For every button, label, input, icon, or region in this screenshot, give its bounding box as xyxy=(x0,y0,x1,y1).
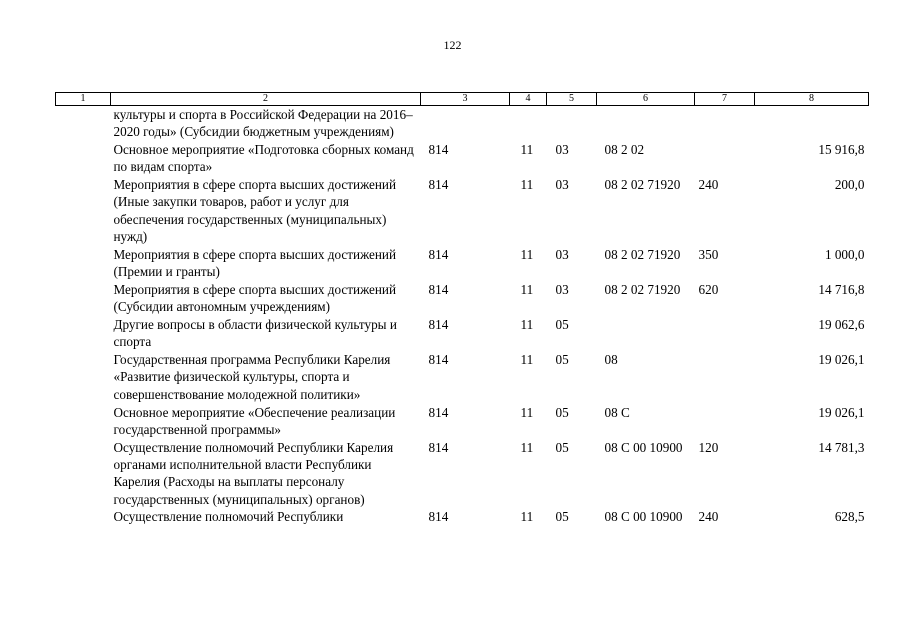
row-expense-type: 120 xyxy=(698,439,719,455)
row-sum: 19 062,6 xyxy=(818,317,865,333)
row-podrazdel: 05 xyxy=(555,352,569,368)
row-name: Осуществление полномочий Республики Карелия органами исполнительной власти Республики Карелия (Расходы на выплаты персоналу государственных (муниципальных) органов) xyxy=(113,439,394,507)
row-expense-type: 240 xyxy=(698,177,719,193)
budget-table xyxy=(55,92,869,526)
row-index-cell xyxy=(56,439,111,509)
row-podrazdel xyxy=(547,106,597,142)
row-razdel: 11 xyxy=(520,509,534,525)
row-razdel: 11 xyxy=(520,246,534,262)
row-razdel: 11 xyxy=(520,439,534,455)
row-podrazdel: 05 xyxy=(555,439,569,455)
row-podrazdel: 03 xyxy=(555,246,569,262)
row-name: культуры и спорта в Российской Федерации на 2016–2020 годы» (Субсидии бюджетным учреждениям) xyxy=(113,107,413,140)
row-code: 814 xyxy=(428,352,449,368)
row-razdel xyxy=(510,106,547,142)
row-name: Мероприятия в сфере спорта высших достижений (Субсидии автономным учреждениям) xyxy=(113,281,397,315)
row-index-cell xyxy=(56,351,111,403)
row-expense-type xyxy=(695,106,755,142)
row-expense-type: 350 xyxy=(698,246,719,262)
row-razdel: 11 xyxy=(520,142,534,158)
row-podrazdel: 03 xyxy=(555,281,569,297)
row-expense-type xyxy=(695,351,755,403)
row-sum: 19 026,1 xyxy=(818,404,865,420)
row-code: 814 xyxy=(428,317,449,333)
row-sum xyxy=(755,106,869,142)
row-podrazdel: 03 xyxy=(555,142,569,158)
row-target-article: 08 С 00 10900 xyxy=(604,439,683,455)
row-name: Осуществление полномочий Республики xyxy=(113,509,344,525)
row-name: Основное мероприятие «Обеспечение реализации государственной программы» xyxy=(113,404,396,437)
row-expense-type xyxy=(695,316,755,351)
row-podrazdel: 03 xyxy=(555,177,569,193)
row-index-cell xyxy=(56,404,111,439)
row-index-cell xyxy=(56,281,111,316)
row-expense-type: 240 xyxy=(698,509,719,525)
row-target-article xyxy=(597,106,695,142)
row-razdel: 11 xyxy=(520,404,534,420)
table-row xyxy=(56,508,869,526)
row-name: Другие вопросы в области физической культуры и спорта xyxy=(113,317,397,350)
header-col-2: 2 xyxy=(111,93,421,106)
table-row xyxy=(56,141,869,176)
table-row xyxy=(56,404,869,439)
row-razdel: 11 xyxy=(520,281,534,297)
row-sum: 1 000,0 xyxy=(824,246,865,262)
header-col-5: 5 xyxy=(547,93,597,106)
row-code: 814 xyxy=(428,404,449,420)
row-sum: 14 716,8 xyxy=(818,281,865,297)
table-row xyxy=(56,439,869,509)
row-index-cell xyxy=(56,316,111,351)
row-razdel: 11 xyxy=(520,177,534,193)
table-row xyxy=(56,246,869,281)
row-name: Основное мероприятие «Подготовка сборных команд по видам спорта» xyxy=(113,142,414,175)
row-podrazdel: 05 xyxy=(555,509,569,525)
row-target-article xyxy=(597,316,695,351)
table-row xyxy=(56,176,869,246)
row-code: 814 xyxy=(428,246,449,262)
row-sum: 15 916,8 xyxy=(818,142,865,158)
row-code: 814 xyxy=(428,281,449,297)
row-code: 814 xyxy=(428,509,449,525)
row-podrazdel: 05 xyxy=(555,317,569,333)
header-col-4: 4 xyxy=(510,93,547,106)
row-razdel: 11 xyxy=(520,352,534,368)
row-target-article: 08 2 02 71920 xyxy=(604,281,681,297)
table-header-row xyxy=(56,93,869,106)
table-row xyxy=(56,316,869,351)
header-col-6: 6 xyxy=(597,93,695,106)
row-target-article: 08 2 02 71920 xyxy=(604,177,681,193)
row-index-cell xyxy=(56,141,111,176)
row-name: Государственная программа Республики Карелия «Развитие физической культуры, спорта и совершенствование молодежной политики» xyxy=(113,352,391,402)
row-sum: 200,0 xyxy=(834,177,865,193)
row-index-cell xyxy=(56,508,111,526)
header-col-3: 3 xyxy=(421,93,510,106)
page-number: 122 xyxy=(443,38,462,52)
row-code: 814 xyxy=(428,177,449,193)
row-sum: 628,5 xyxy=(834,509,865,525)
row-target-article: 08 С 00 10900 xyxy=(604,509,683,525)
header-col-1: 1 xyxy=(56,93,111,106)
row-target-article: 08 2 02 xyxy=(604,142,645,158)
row-expense-type: 620 xyxy=(698,281,719,297)
row-index-cell xyxy=(56,246,111,281)
row-index-cell xyxy=(56,106,111,142)
row-expense-type xyxy=(695,141,755,176)
row-podrazdel: 05 xyxy=(555,404,569,420)
row-code xyxy=(421,106,510,142)
row-razdel: 11 xyxy=(520,317,534,333)
table-row xyxy=(56,281,869,316)
row-target-article: 08 С xyxy=(604,404,630,420)
row-target-article: 08 xyxy=(604,352,618,368)
row-sum: 14 781,3 xyxy=(818,439,865,455)
row-name: Мероприятия в сфере спорта высших достижений (Иные закупки товаров, работ и услуг для обеспечения государственных (муниципальных) нужд) xyxy=(113,177,397,245)
row-expense-type xyxy=(695,404,755,439)
row-index-cell xyxy=(56,176,111,246)
row-target-article: 08 2 02 71920 xyxy=(604,246,681,262)
table-row xyxy=(56,106,869,142)
row-code: 814 xyxy=(428,439,449,455)
row-name: Мероприятия в сфере спорта высших достижений (Премии и гранты) xyxy=(113,246,397,280)
header-col-7: 7 xyxy=(695,93,755,106)
table-row xyxy=(56,351,869,403)
header-col-8: 8 xyxy=(755,93,869,106)
row-sum: 19 026,1 xyxy=(818,352,865,368)
table-body xyxy=(56,106,869,527)
row-code: 814 xyxy=(428,142,449,158)
